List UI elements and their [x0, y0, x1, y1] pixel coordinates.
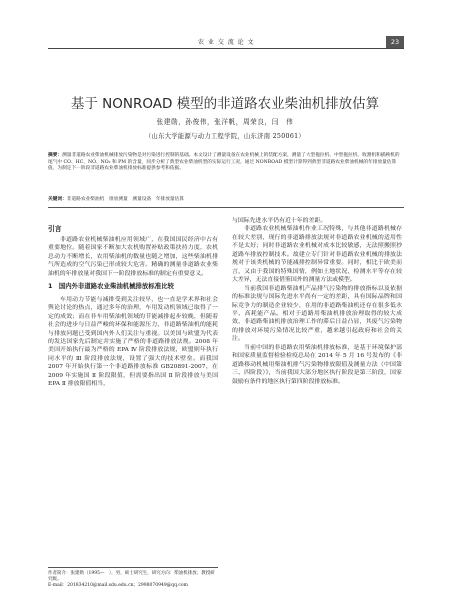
- abstract-text: 测量非道路农业柴油机械排放污染物是对污染进行控制的基础。本文设计了测量设备在农业机械上的装配方案，测量了大型拖拉机、中型拖拉机、收割机和插秧机的尾气中 CO、HC、NO、NO₂ 和 PM 的含量，同步分析了典型农业柴油机型的实际运行工况，通过 NONROAD 模型计算得到典型非道路农业柴油机械的年排放量估算值，为制定下一阶段非道路农业柴油机排放标准提供参考和依据。: [48, 153, 400, 171]
- section-1-heading: 1 国内外非道路农业柴油机械排放标准比较: [48, 282, 174, 291]
- running-header: [48, 36, 404, 49]
- paragraph-2: 非道路农业机械柴油机作业工况特殊，与其他非道路机械存在较大差别，现行的非道路排放法规对非道路农业机械的适用性不是太好；同时非道路农业机械对成本比较敏感，无法照搬照抄道路车排放控制技术。故建立专门针对非道路农业机械的排放法规对于该类机械的节能减排控制异常重要。同时，相比于欧美而言，又由于我国的特殊国情，例如土地状况、检测水平等存在较大差异，无法直接借鉴国外的测量方法或模型。: [232, 226, 402, 284]
- keywords-label: 关键词：: [48, 197, 67, 202]
- intro-heading: 引言: [48, 225, 62, 233]
- footnote: [48, 567, 218, 589]
- keywords: [48, 196, 404, 202]
- intro-paragraph: 非道路农业机械柴油机应用领域广，在我国国民经济中占有重要地位。随着国家不断加大农机购置补贴政策扶持力度，农机总动力不断增长，农用柴油机的数量也随之增加，这些柴油机排气所造成的空气污染已形成较大危害。精确的测量非道路农业柴油机的年排放量对我国下一阶段排放标准的制定有重要意义。: [48, 237, 218, 277]
- author-email: E-mail：201834210@mail.sdu.edu.cn；2998070949@qq.com: [48, 583, 188, 588]
- paragraph-3: 当前我国非道路柴油机产品排气污染物的排放指标以及依据的标准法规与国际先进水平尚有一定的差距，具有国际品牌和国际竞争力的制造企业较少，在用的非道路柴油机还存在很多低水平、高耗能产品。相对于道路用柴油机排放治理取得的较大成效，非道路柴油机排放治理工作的滞后日益凸显，其废气污染物的排放对环境污染情况比较严重，越来越引起政府和社会的关注。: [232, 285, 402, 343]
- paragraph-4: 当前中国的非道路农用柴油机排放标准，是基于环境保护部和国家质量监督检验检疫总局在 2014 年 5 月 16 号发布的《非道路移动机械用柴油机排气污染物排放限值及测量方法（中国第三、四阶段）》，当前我国大部分地区执行阶段是第三阶段，国家鼓励有条件的地区执行第四阶段排放标准。: [232, 344, 402, 385]
- abstract-label: 摘要：: [48, 153, 63, 158]
- abstract: [48, 153, 404, 193]
- affiliation: （山东大学能源与动力工程学院，山东济南 250061）: [144, 133, 306, 140]
- paper-title: 基于 NONROAD 模型的非道路农业柴油机排放估算: [70, 96, 380, 112]
- keywords-text: 非道路农业柴油机 排放测量 测量设备 年排放量估算: [66, 197, 184, 202]
- journal-name: 农 业 交 流 论 文: [198, 39, 255, 46]
- section-1-paragraph: 车用动力节能与减排受到关注较早，也一直是学术界和社会舆论讨论的热点，通过多年的治理，车用发动机领域已取得了一定的成效；而在非车用柴油机领域的节能减排起步较晚，但随着社会的进步与日益严峻的环保和能源压力，非道路柴油机的能耗与排放问题已受到国内外人们关注与重视。以美国与欧盟为代表的发达国家先后制定并实施了严格的非道路排放法规。2008 年美国开始执行最为严格的 EPA Ⅳ 阶段排放法规，欧盟则年执行同水平的 Ⅲ 阶段排放法规，设置了强大的技术壁垒。而我国 2007 年开始执行第一个非道路排放标准 GB20891-2007，在 2009 年实施国 Ⅱ 阶段限值，但需要指出国 Ⅱ 阶段排放与美国 EPA Ⅱ 排放限值相当，: [48, 296, 218, 388]
- abstract-divider: [48, 207, 404, 208]
- right-column: [232, 217, 402, 386]
- author-list: 张建勋，孙俊伟，张洋帆，周荣良，闫 伟: [156, 118, 294, 126]
- author-bio: 作者简介：张建勋（1995— ），男，硕士研究生，研究方向：柴油机排放；教授研究级。: [48, 571, 215, 582]
- continued-paragraph: 与国际先进水平仍有近十年的差距。: [232, 218, 327, 224]
- left-column: [48, 236, 218, 389]
- page-number: 23: [386, 36, 404, 48]
